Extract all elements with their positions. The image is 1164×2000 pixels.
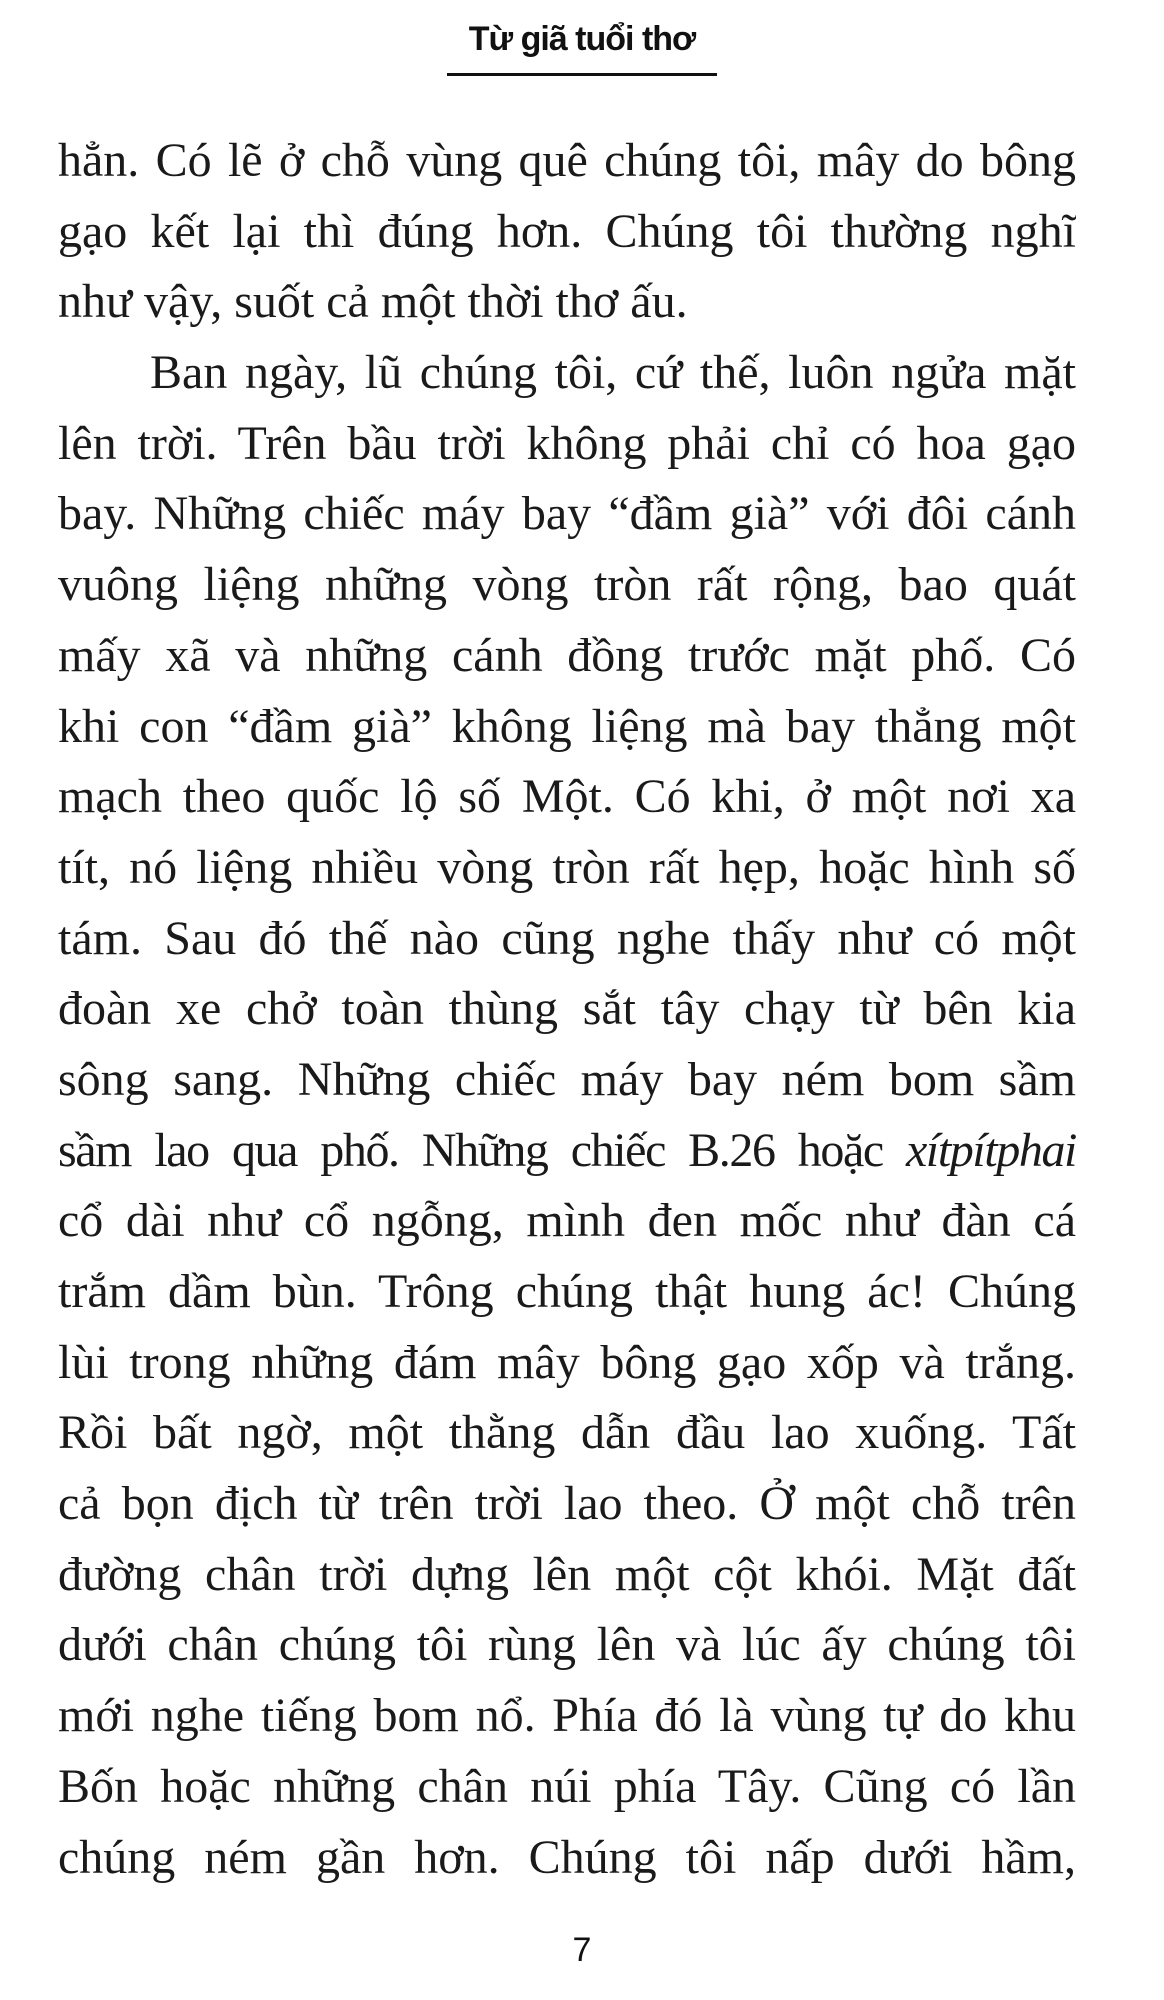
text-line: đoàn xe chở toàn thùng sắt tây chạy từ bên kia [58,982,1076,1036]
body-text [58,126,1076,1893]
text-line: trắm dầm bùn. Trông chúng thật hung ác! Chúng [58,1265,1076,1318]
text-line: tám. Sau đó thế nào cũng nghe thấy như có một [58,911,1076,965]
text-line: Rồi bất ngờ, một thằng dẫn đầu lao xuống. Tất [58,1406,1076,1460]
text-line: gạo kết lại thì đúng hơn. Chúng tôi thường nghĩ [58,204,1076,258]
text-line: chúng ném gần hơn. Chúng tôi nấp dưới hầm, [58,1830,1076,1884]
text-line: cả bọn địch từ trên trời lao theo. Ở một chỗ trên [58,1477,1076,1531]
text-line: vuông liệng những vòng tròn rất rộng, bao quát [58,558,1076,612]
text-line: sông sang. Những chiếc máy bay ném bom sầm [58,1052,1076,1106]
text-line: dưới chân chúng tôi rùng lên và lúc ấy chúng tôi [58,1618,1076,1672]
text-line: tít, nó liệng nhiều vòng tròn rất hẹp, hoặc hình số [58,840,1076,894]
text-line: khi con “đầm già” không liệng mà bay thẳng một [58,699,1076,753]
page-number: 7 [572,1931,592,1969]
text-line: lên trời. Trên bầu trời không phải chỉ có hoa gạo [58,416,1076,470]
text-line: hẳn. Có lẽ ở chỗ vùng quê chúng tôi, mây do bông [58,134,1076,187]
text-line: bay. Những chiếc máy bay “đầm già” với đôi cánh [58,487,1076,541]
text-line: lùi trong những đám mây bông gạo xốp và trắng. [58,1335,1076,1389]
text-line: đường chân trời dựng lên một cột khói. Mặt đất [58,1547,1076,1601]
text-line: cổ dài như cổ ngỗng, mình đen mốc như đàn cá [58,1194,1076,1248]
text-line: Ban ngày, lũ chúng tôi, cứ thế, luôn ngửa mặt [150,346,1076,400]
text-segment: sầm lao qua phố. Những chiếc B.26 hoặc [58,1123,883,1177]
text-line-with-italic [58,1116,1076,1187]
text-line: mấy xã và những cánh đồng trước mặt phố. Có [58,628,1076,682]
running-title: Từ giã tuổi thơ [447,20,717,76]
text-line: như vậy, suốt cả một thời thơ ấu. [58,275,688,329]
italic-word: xítpítphai [906,1123,1076,1177]
running-header [0,20,1164,76]
text-line: mạch theo quốc lộ số Một. Có khi, ở một nơi xa [58,770,1076,824]
text-line: Bốn hoặc những chân núi phía Tây. Cũng có lần [58,1759,1076,1813]
text-line: mới nghe tiếng bom nổ. Phía đó là vùng tự do khu [58,1689,1076,1743]
